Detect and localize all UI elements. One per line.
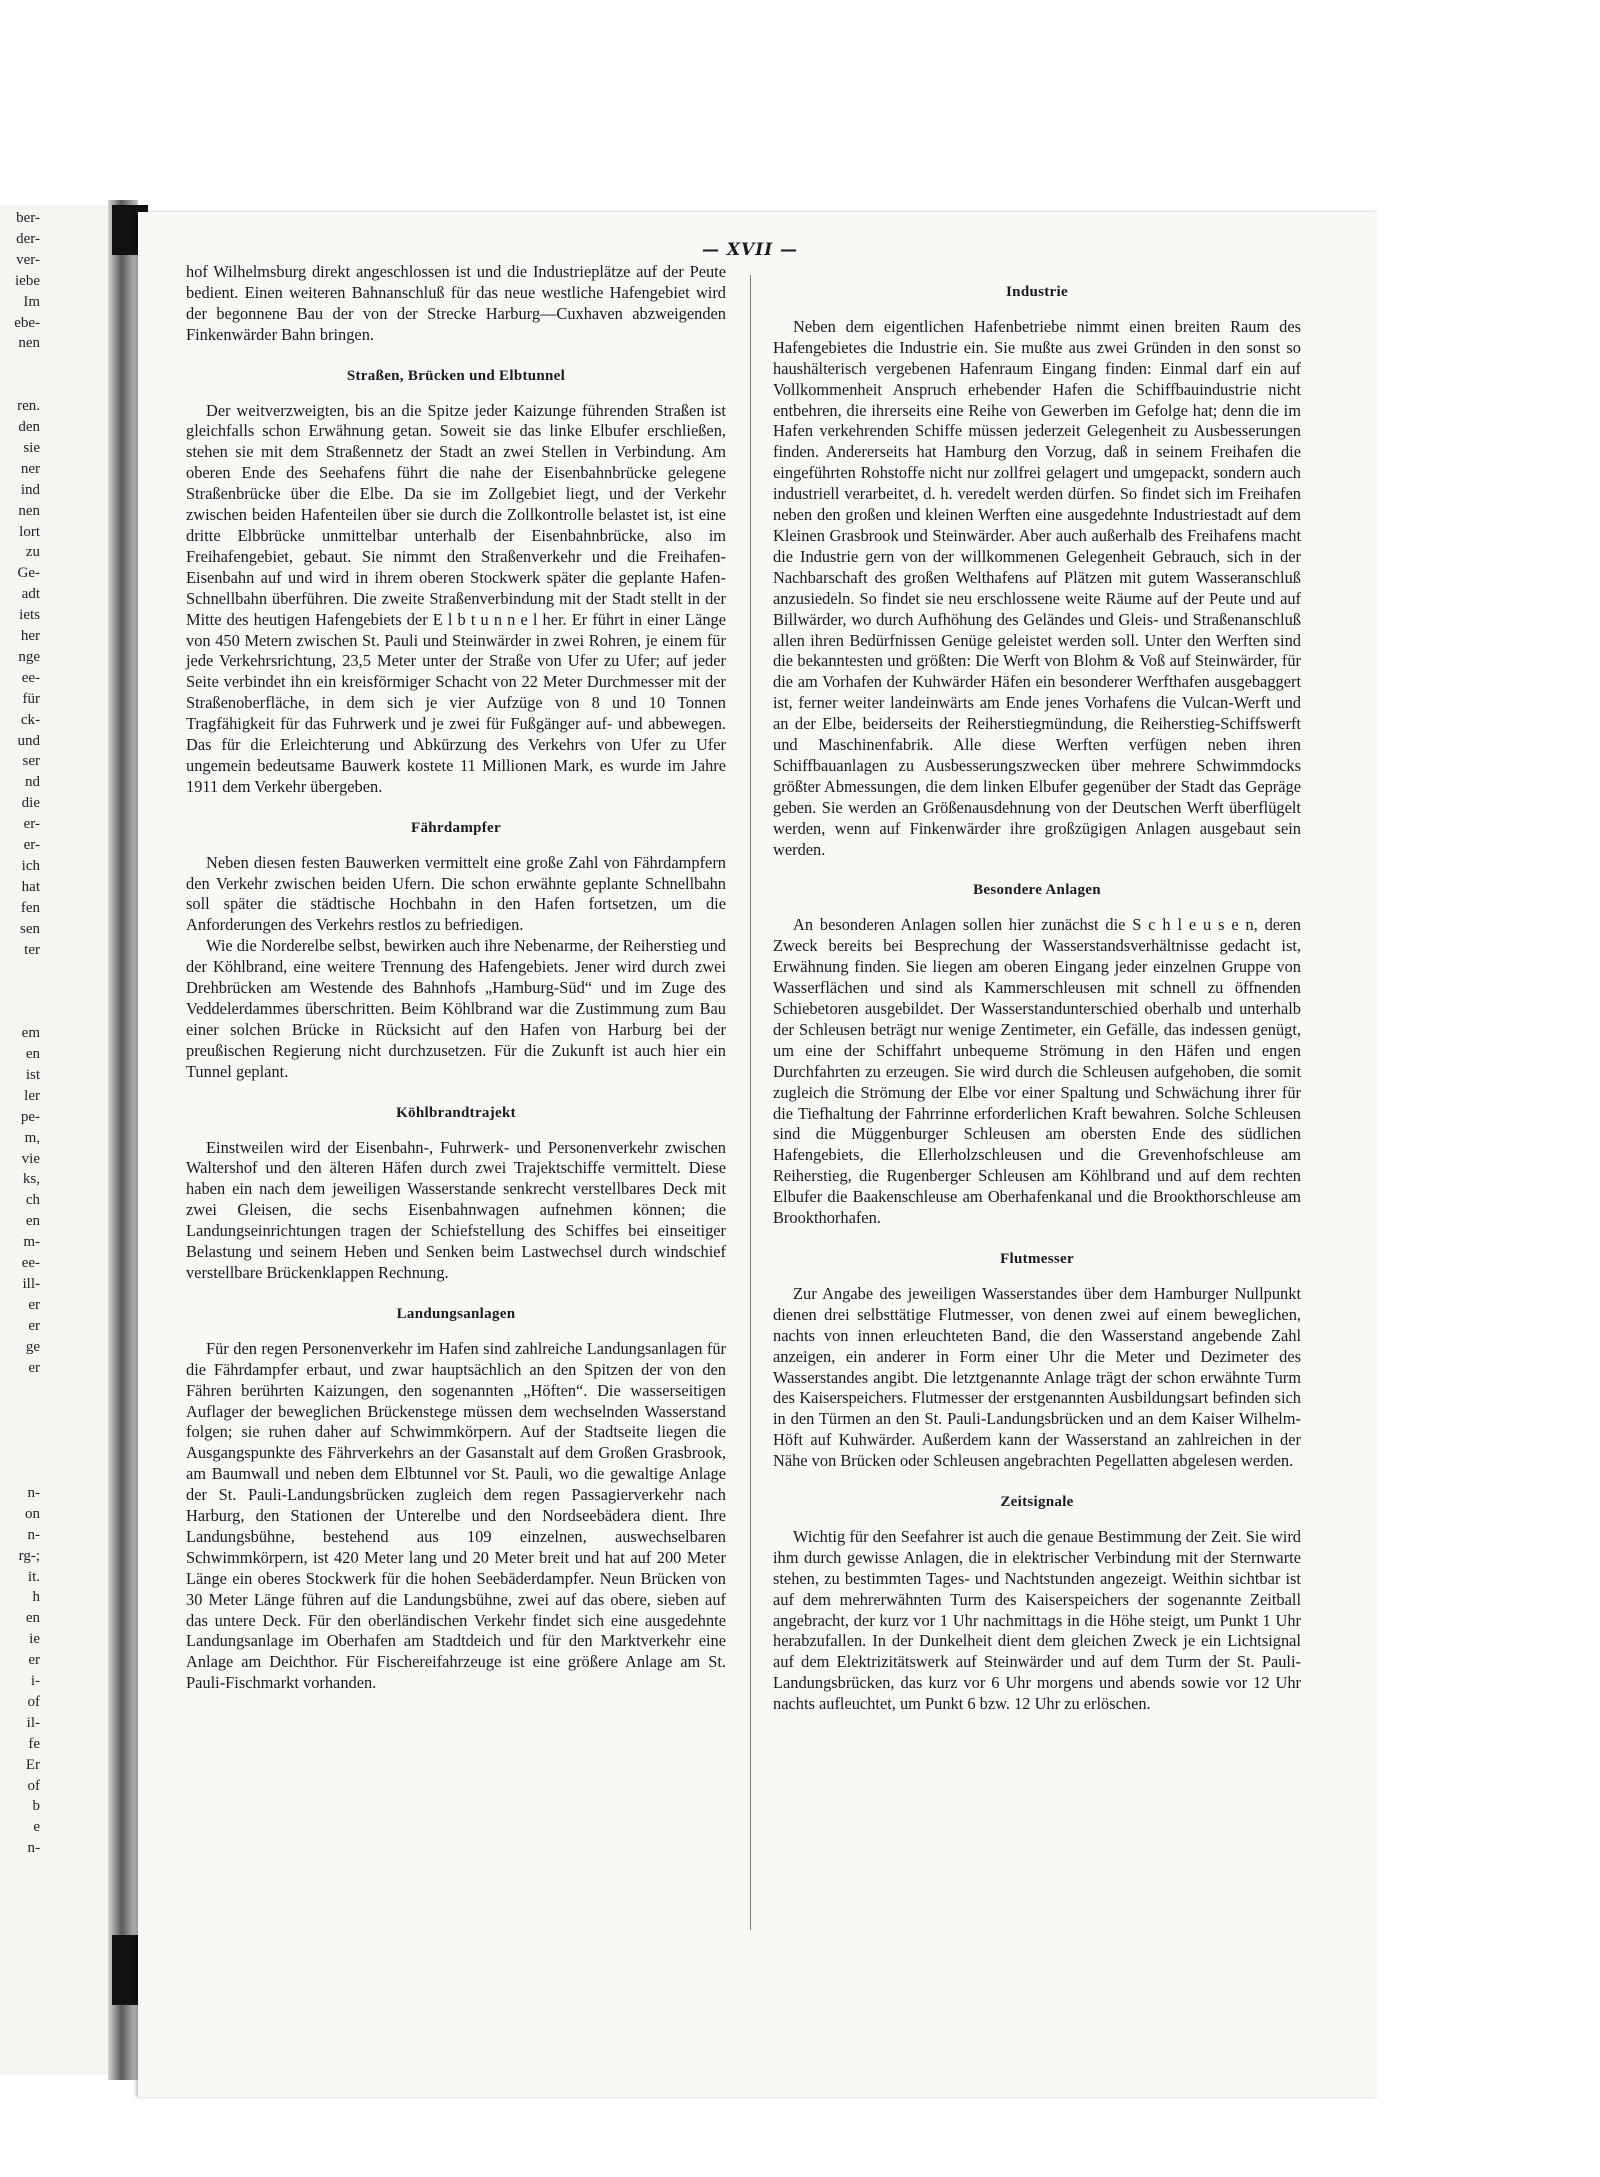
previous-page-fragment: er- [23, 837, 40, 853]
previous-page-fragment: ks, [22, 1171, 40, 1188]
previous-page-fragment: nen [18, 502, 40, 519]
previous-page-fragment: n- [27, 1484, 40, 1501]
previous-page-fragment: fe [28, 1735, 40, 1752]
right-column [773, 282, 1301, 1715]
previous-page-fragment: Er [25, 1756, 40, 1773]
previous-page-fragment: er [28, 1317, 40, 1334]
previous-page-fragment: her [20, 628, 40, 644]
previous-page-fragment: den [18, 419, 40, 435]
previous-page-fragment: ist [25, 1066, 40, 1083]
previous-page-fragment: ch [25, 1192, 40, 1209]
previous-page-fragment: zu [25, 544, 40, 561]
previous-page-fragment: ser [22, 753, 40, 770]
previous-page-fragment: Im [23, 293, 40, 310]
previous-page-fragment: n- [27, 1840, 40, 1857]
previous-page-fragment: it. [27, 1568, 40, 1585]
previous-page-fragment: em [21, 1025, 40, 1042]
section-heading: Straßen, Brücken und Elbtunnel [346, 367, 566, 384]
paragraph: Für den regen Personenverkehr im Hafen sind zahlreiche Landungsanlagen für die Fährdampfer erbaut, und zwar hauptsächlich an den Spitzen der von den Fähren berührten Kaizungen, den sogenannten „Höften“. Die wasserseitigen Auflager der beweglichen Brückenstege müssen dem wechselnden Wasserstand folgen; sie ruhen daher auf Schwimmkörpern. Auf der Stadtseite liegen die Ausgangspunkte des Fährverkehrs an der Gasanstalt auf dem Großen Grasbrook, am Baumwall und neben dem Elbtunnel vor St. Pauli, wo die gewaltige Anlage der St. Pauli-Landungsbrücken zugleich dem regen Passagierverkehr nach Harburg, den Stationen der Unterelbe und den Nordseebädera dient. Ihre Landungsbühne, bestehend aus 109 einzelnen, auswechselbaren Schwimmkörpern, ist 420 Meter lang und 20 Meter breit und hat auf 200 Meter Länge ein oberes Stockwerk für die hohen Seebäderdampfer. Neun Brücken von 30 Meter Länge führen auf die Landungsbühne, zwei auf das obere, sieben auf das untere Deck. Für den oberländischen Verkehr findet sich eine ausgedehnte Landungsanlage im Oberhafen am Stadtdeich und für den Marktverkehr eine Anlage am Deichthor. Für Fischereifahrzeuge ist eine größere Anlage am St. Pauli-Fischmarkt vorhanden. [186, 1338, 726, 1693]
section-heading: Landungsanlagen [396, 1305, 516, 1322]
previous-page-fragment: m, [24, 1129, 40, 1146]
previous-page-fragment: ck- [20, 711, 40, 728]
paragraph: An besonderen Anlagen sollen hier zunächst die S c h l e u s e n, deren Zweck bereits bei Besprechung der Wasserstandsverhältnisse gedacht ist, Erwähnung finden. Sie liegen am oberen Eingang jeder einzelnen Gruppe von Wasserflächen und sind als Kammerschleusen mit schnell zu öffnenden Schiebetoren ausgebildet. Der Wasserstandunterschied oberhalb und unterhalb der Schleusen beträgt nur wenige Zentimeter, ein Gefälle, das indessen genügt, um eine der Schiffahrt unbequeme Strömung in den Häfen und engen Durchfahrten zu erzeugen. Sie wird durch die Schleusen aufgehoben, die somit zugleich die Strömung der Elbe vor einer Spaltung und Schwächung ihrer für die Tiefhaltung der Fahrrinne erforderlichen Kraft bewahren. Solche Schleusen sind die Müggenburger Schleusen am obersten Ende des südlichen Hafengebiets, die Ellerholzschleusen und die Grevenhofschleuse am Reiherstieg, die Rugenberger Schleusen am Köhlbrand und auf dem rechten Elbufer die Baakenschleuse am Oberhafenkanal und die Brookthorschleuse am Brookthorhafen. [773, 915, 1301, 1228]
previous-page-fragment: e [33, 1819, 40, 1836]
column-divider [750, 275, 751, 1930]
previous-page-fragment: ill- [22, 1275, 40, 1292]
section-heading: Industrie [1006, 284, 1068, 300]
previous-page-fragment: b [32, 1798, 40, 1815]
scan-margin-top [0, 0, 1600, 50]
previous-page-fragment: ber- [16, 210, 40, 226]
book-gutter [108, 200, 138, 2080]
paragraph: Der weitverzweigten, bis an die Spitze jeder Kaizunge führenden Straßen ist gleichfalls schon Erwähnung getan. Soweit sie das linke Elbufer erschließen, stehen sie mit dem Straßennetz der Stadt an zwei Stellen in Verbindung. Am oberen Ende des Seehafens führt die nahe der Eisenbahnbrücke gelegene Straßenbrücke über die Elbe. Da sie im Zollgebiet liegt, und der Verkehr zwischen beiden Hafenteilen über sie durch die Zollkontrolle belastet ist, ist eine dritte Elbbrücke unmittelbar unterhalb der Eisenbahnbrücke, also im Freihafengebiet, gebaut. Sie nimmt den Straßenverkehr und die Freihafen-Eisenbahn auf und wird in ihrem oberen Stockwerk später die geplante Hafen-Schnellbahn überführen. Die zweite Straßenverbindung mit der Stadt stellt in der Mitte des heutigen Hafengebiets der E l b t u n n e l her. Er führt in einer Länge von 450 Metern zwischen St. Pauli und Steinwärder in zwei Rohren, je einem für jede Verkehrsrichtung, 23,5 Meter unter der Straße von Ufer zu Ufer; auf jeder Seite verbindet ihn ein kreisförmiger Schacht von 22 Meter Durchmesser mit der Straßenoberfläche, in dem sich je vier Aufzüge von 8 und 10 Tonnen Tragfähigkeit für das Fuhrwerk und je zwei für Fußgänger auf- und abbewegen. Das für die Erleichterung und Abkürzung des Verkehrs von Ufer zu Ufer ungemein bedeutsame Bauwerk kostete 11 Millionen Mark, es wurde im Jahre 1911 dem Verkehr übergeben. [186, 400, 726, 796]
paragraph: Neben dem eigentlichen Hafenbetriebe nimmt einen breiten Raum des Hafengebietes die Industrie ein. Sie mußte aus zwei Gründen in den sonst so haushälterisch vergebenen Hafenraum Eingang finden: Einmal darf ein auf Vollkommenheit Anspruch erhebender Hafen die Schiffbauindustrie nicht entbehren, die ihrerseits eine Reihe von Gewerben im Gefolge hat; denn die im Hafen verkehrenden Schiffe müssen jederzeit Gelegenheit zu Ausbesserungen finden. Andererseits hat Hamburg den Vorzug, daß in seinem Freihafen die eingeführten Rohstoffe nicht nur zollfrei gelagert und umgepackt, sondern auch industriell verarbeitet, d. h. veredelt werden dürfen. So findet sich im Freihafen neben den großen und kleinen Werften eine ausgedehnte Industriestadt auf dem Kleinen Grasbrook und Steinwärder. Aber auch außerhalb des Freihafens macht die Industrie gern von der willkommenen Gelegenheit Gebrauch, sich in der Nachbarschaft des großen Welthafens auf Plätzen mit gutem Wasseranschluß anzusiedeln. So findet sie neu erschlossene weite Räume auf der Peute und auf Billwärder, wo durch Aufhöhung des Geländes und Gleis- und Straßenanschluß allen ihren Bedürfnissen Genüge geleistet werden soll. Unter den Werften sind die bekanntesten und größten: Die Werft von Blohm & Voß auf Steinwärder, für die am Vorhafen der Kuhwärder Häfen ein besonderer Werfthafen ausgebaggert ist, ferner weiter landeinwärts am Ende jenes Vorhafens die Vulcan-Werft und an der Elbe, beiderseits der Reiherstiegmündung, die Reiherstieg-Schiffswerft und Maschinenfabrik. Alle diese Werften verfügen neben ihren Schiffbauanlagen zu Ausbesserungszwecken über mehrere Schwimmdocks größter Abmessungen, die dem linken Elbufer gegenüber der Stadt das Gepräge geben. Sie werden an Größenausdehnung von der Deutschen Werft überflügelt werden, wenn auf Finkenwärder ihre großzügigen Anlagen ausgebaut sein werden. [773, 316, 1301, 859]
previous-page-fragment: i- [30, 1673, 40, 1689]
paragraph: Neben diesen festen Bauwerken vermittelt eine große Zahl von Fährdampfern den Verkehr zwischen beiden Ufern. Die schon erwähnte geplante Schnellbahn soll später die städtische Hochbahn in den Hafen fortsetzen, um die Anforderungen des Verkehrs restlos zu befriedigen. [186, 852, 726, 935]
section-heading: Flutmesser [1000, 1250, 1074, 1267]
previous-page-fragment: ebe- [14, 314, 40, 331]
paragraph: Wichtig für den Seefahrer ist auch die genaue Bestimmung der Zeit. Sie wird ihm durch gewisse Anlagen, die in elektrischer Verbindung mit der Sternwarte stehen, zu bestimmten Tages- und Nachtstunden angezeigt. Weithin sichtbar ist auf dem mehrerwähnten Turm des Kaiserspeichers der sogenannte Zeitball angebracht, der kurz vor 1 Uhr nachmittags in die Höhe steigt, um Punkt 1 Uhr herabzufallen. In der Dunkelheit dient dem gleichen Zweck je ein Lichtsignal auf dem Elektrizitätswerk auf Steinwärder und auf dem Turm der St. Pauli-Landungsbrücken, das kurz vor 6 Uhr morgens und abends sowie vor 12 Uhr nachts aufleuchtet, um Punkt 6 bzw. 12 Uhr zu erlöschen. [773, 1526, 1301, 1714]
previous-page-fragment: rg-; [18, 1547, 40, 1564]
paragraph: Einstweilen wird der Eisenbahn-, Fuhrwerk- und Personenverkehr zwischen Waltershof und den älteren Häfen durch zwei Trajektschiffe vermittelt. Diese haben ein nach dem jeweiligen Wasserstande senkrecht verstellbares Deck mit zwei Gleisen, die sechs Eisenbahnwagen aufnehmen können; die Landungseinrichtungen tragen der Schiefstellung des Schiffes bei einseitiger Belastung und seinem Heben und Senken beim Lastwechsel durch windschief verstellbare Brückenklappen Rechnung. [186, 1137, 726, 1282]
page-number: — XVII — [701, 240, 799, 260]
previous-page-fragment: der- [16, 230, 40, 247]
previous-page-fragment: die [21, 795, 40, 812]
section-heading: Köhlbrandtrajekt [396, 1104, 516, 1121]
previous-page-fragment: hat [21, 878, 40, 895]
previous-page-fragment: Ge- [17, 565, 40, 582]
previous-page-fragment: on [25, 1505, 40, 1522]
previous-page-fragment: ee- [21, 1255, 40, 1271]
section-heading: Zeitsignale [1000, 1494, 1074, 1511]
previous-page-fragment: ler [24, 1087, 40, 1104]
section-heading: Fährdampfer [411, 819, 501, 836]
previous-page-fragment: ver- [16, 251, 40, 268]
previous-page-fragment: sie [23, 439, 40, 456]
previous-page-fragment: lort [19, 523, 40, 540]
previous-page-fragment: und [17, 732, 40, 749]
previous-page-fragment: nge [18, 648, 40, 665]
previous-page-fragment: ich [21, 857, 40, 874]
previous-page-fragment: er- [23, 816, 40, 833]
previous-page-fragment: ie [29, 1631, 40, 1648]
paragraph: hof Wilhelmsburg direkt angeschlossen ist und die Industrieplätze auf der Peute bedient. Einen weiteren Bahnanschluß für das neue westliche Hafengebiet wird der begonnene Bau der von der Strecke Harburg—Cuxhaven abzweigenden Finkenwärder Bahn bringen. [186, 262, 726, 344]
previous-page-fragment: m- [23, 1234, 40, 1251]
previous-page-fragment: n- [27, 1526, 40, 1543]
previous-page-fragment: ner [20, 460, 40, 477]
paragraph: Zur Angabe des jeweiligen Wasserstandes über dem Hamburger Nullpunkt dienen drei selbsttätige Flutmesser, von denen zwei auf einem beweglichen, nachts von innen erleuchteten Band, die den Wasserstand angebende Zahl anzeigen, ein anderer in Form einer Uhr die Meter und Dezimeter des Wasserstandes angibt. Die letztgenannte Anlage trägt der schon erwähnte Turm des Kaiserspeichers. Flutmesser der erstgenannten Ausbildungsart befinden sich in den Türmen an den St. Pauli-Landungsbrücken und an dem Kaiser Wilhelm-Höft auf Kuhwärder. Außerdem kann der Wasserstand an zahlreichen in der Nähe von Brücken oder Schleusen angebrachten Pegellatten abgelesen werden. [773, 1283, 1301, 1471]
previous-page-fragment: für [22, 690, 40, 707]
previous-page-fragment: adt [21, 586, 40, 603]
previous-page-fragment: en [25, 1213, 40, 1230]
previous-page-fragment: ge [25, 1338, 40, 1355]
previous-page-fragment: pe- [20, 1108, 40, 1125]
previous-page-fragment: er [28, 1652, 40, 1669]
previous-page-fragment: il- [26, 1714, 40, 1731]
previous-page-fragment: ind [20, 481, 40, 498]
previous-page-fragment: h [32, 1589, 40, 1606]
previous-page-fragment: nd [25, 774, 40, 791]
previous-page-fragment: en [25, 1610, 40, 1627]
previous-page-fragment: sen [20, 920, 40, 937]
previous-page-fragment: en [25, 1046, 40, 1062]
previous-page-fragment: nen [18, 335, 40, 352]
section-heading: Besondere Anlagen [973, 882, 1101, 899]
previous-page-fragment: vie [21, 1150, 40, 1167]
previous-page-fragment: ee- [21, 669, 40, 686]
left-column [186, 262, 726, 1694]
previous-page-fragment: ren. [17, 398, 40, 415]
paragraph: Wie die Norderelbe selbst, bewirken auch ihre Nebenarme, der Reiherstieg und der Köhlbrand, eine weitere Trennung des Hafengebiets. Jener wird durch zwei Drehbrücken am Westende des Bahnhofs „Hamburg-Süd“ und im Zuge des Veddelerdammes überschritten. Beim Köhlbrand war die Zustimmung zum Bau einer solchen Brücke in Rücksicht auf den Hafen von Harburg bei der preußischen Regierung nicht durchzusetzen. Für die Zukunft ist auch hier ein Tunnel geplant. [186, 936, 726, 1081]
previous-page-fragment: er [28, 1296, 40, 1313]
previous-page-fragment: ter [24, 941, 40, 958]
previous-page-fragment: er [28, 1359, 40, 1376]
previous-page-fragment: fen [20, 899, 40, 916]
previous-page-fragment: of [27, 1777, 40, 1794]
previous-page-fragment: of [27, 1693, 40, 1710]
previous-page-fragment: iets [19, 607, 40, 624]
previous-page-fragment: iebe [15, 272, 40, 289]
previous-page-edge [0, 205, 112, 2075]
